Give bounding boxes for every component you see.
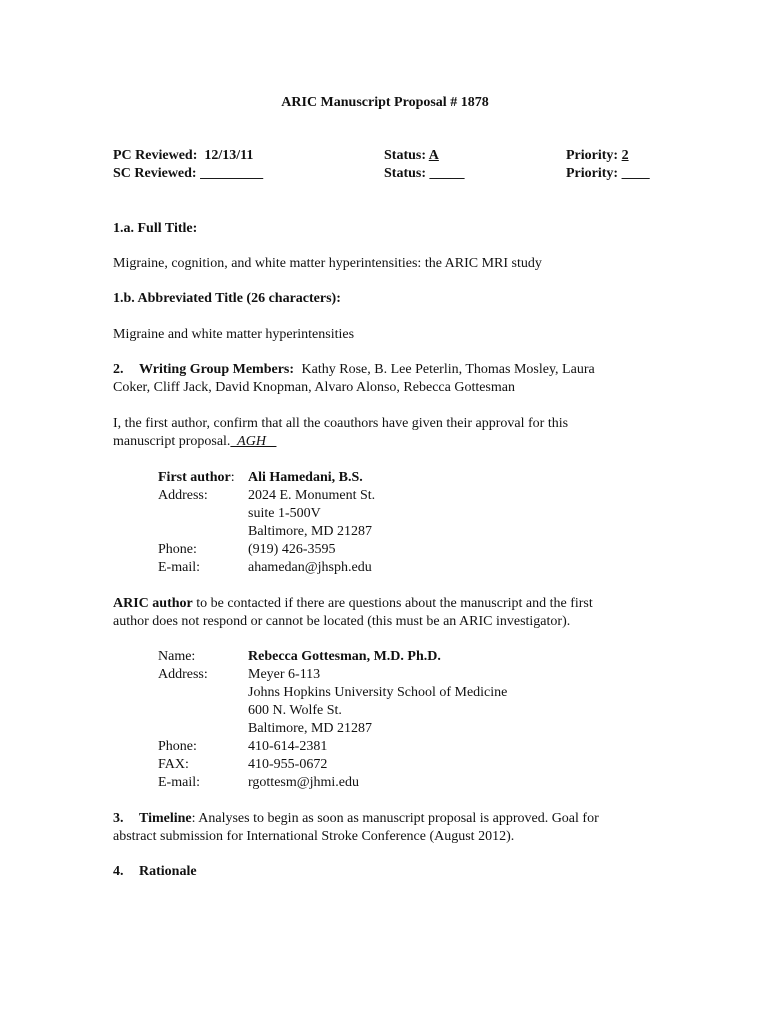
aric-author-bold: ARIC author: [113, 596, 193, 611]
aric-fax-label: FAX:: [158, 757, 189, 772]
sc-reviewed: [113, 165, 263, 183]
document-title: ARIC Manuscript Proposal # 1878: [281, 95, 489, 110]
priority-2-value: ____: [621, 166, 650, 181]
aric-address-4: Baltimore, MD 21287: [248, 721, 373, 736]
full-title-text: Migraine, cognition, and white matter hyperintensities: the ARIC MRI study: [113, 256, 542, 271]
writing-group-line2: Coker, Cliff Jack, David Knopman, Alvaro Alonso, Rebecca Gottesman: [113, 380, 515, 395]
timeline-text: : Analyses to begin as soon as manuscript proposal is approved. Goal for: [191, 811, 599, 826]
first-author-label: First author:: [158, 470, 235, 485]
section-4-heading: Rationale: [139, 864, 197, 879]
priority-2-label: Priority:: [566, 166, 619, 181]
aric-fax: 410-955-0672: [248, 757, 328, 772]
priority-1-label: Priority:: [566, 148, 619, 163]
first-author-phone: (919) 426-3595: [248, 542, 336, 557]
aric-phone: 410-614-2381: [248, 739, 328, 754]
writing-group-line1: Kathy Rose, B. Lee Peterlin, Thomas Mosley, Laura: [301, 362, 595, 377]
aric-contact-line1: [113, 595, 593, 613]
pc-reviewed-value: 12/13/11: [204, 148, 254, 163]
status-1-value: A: [428, 148, 439, 163]
author-initials: AGH: [230, 434, 277, 449]
aric-email: rgottesm@jhmi.edu: [248, 775, 360, 790]
status-1-label: Status:: [384, 148, 427, 163]
status-2-value: _____: [429, 166, 465, 181]
first-author-email-label: E-mail:: [158, 560, 200, 575]
aric-contact-line2: author does not respond or cannot be located (this must be an ARIC investigator).: [113, 614, 571, 629]
aric-address-3: 600 N. Wolfe St.: [248, 703, 342, 718]
timeline-line2: abstract submission for International Stroke Conference (August 2012).: [113, 829, 515, 844]
first-author-address-1: 2024 E. Monument St.: [248, 488, 376, 503]
confirm-line2: [113, 433, 276, 451]
section-3-number: 3.: [113, 811, 124, 826]
confirm-line1: I, the first author, confirm that all the coauthors have given their approval for this: [113, 416, 569, 431]
confirm-prefix: manuscript proposal.: [113, 434, 231, 449]
section-2-number: 2.: [113, 362, 124, 377]
section-4-heading-row: [113, 863, 197, 881]
status-1: [384, 147, 439, 165]
aric-address-1: Meyer 6-113: [248, 667, 321, 682]
priority-1-value: 2: [621, 148, 629, 163]
sc-reviewed-label: SC Reviewed:: [113, 166, 197, 181]
section-2-line1: [113, 361, 595, 379]
priority-2: [566, 165, 650, 183]
status-2: [384, 165, 465, 183]
aric-phone-label: Phone:: [158, 739, 197, 754]
first-author-phone-label: Phone:: [158, 542, 197, 557]
aric-address-2: Johns Hopkins University School of Medicine: [248, 685, 508, 700]
section-1b-heading: 1.b. Abbreviated Title (26 characters):: [113, 291, 341, 306]
pc-reviewed: [113, 147, 253, 165]
section-1a-heading: 1.a. Full Title:: [113, 221, 198, 236]
priority-1: [566, 147, 629, 165]
sc-reviewed-value: _________: [200, 166, 264, 181]
status-2-label: Status:: [384, 166, 427, 181]
section-3-line1: [113, 810, 599, 828]
first-author-address-label: Address:: [158, 488, 208, 503]
first-author-address-2: suite 1-500V: [248, 506, 321, 521]
aric-email-label: E-mail:: [158, 775, 200, 790]
first-author-address-3: Baltimore, MD 21287: [248, 524, 373, 539]
section-2-heading: Writing Group Members:: [139, 362, 295, 377]
aric-contact-rest: to be contacted if there are questions about the manuscript and the first: [192, 596, 593, 611]
aric-author-name: Rebecca Gottesman, M.D. Ph.D.: [248, 649, 441, 664]
first-author-email: ahamedan@jhsph.edu: [248, 560, 372, 575]
section-4-number: 4.: [113, 864, 124, 879]
section-3-heading: Timeline: [139, 811, 192, 826]
pc-reviewed-label: PC Reviewed:: [113, 148, 198, 163]
aric-address-label: Address:: [158, 667, 208, 682]
first-author-name: Ali Hamedani, B.S.: [248, 470, 363, 485]
abbreviated-title-text: Migraine and white matter hyperintensities: [113, 327, 355, 342]
aric-name-label: Name:: [158, 649, 196, 664]
